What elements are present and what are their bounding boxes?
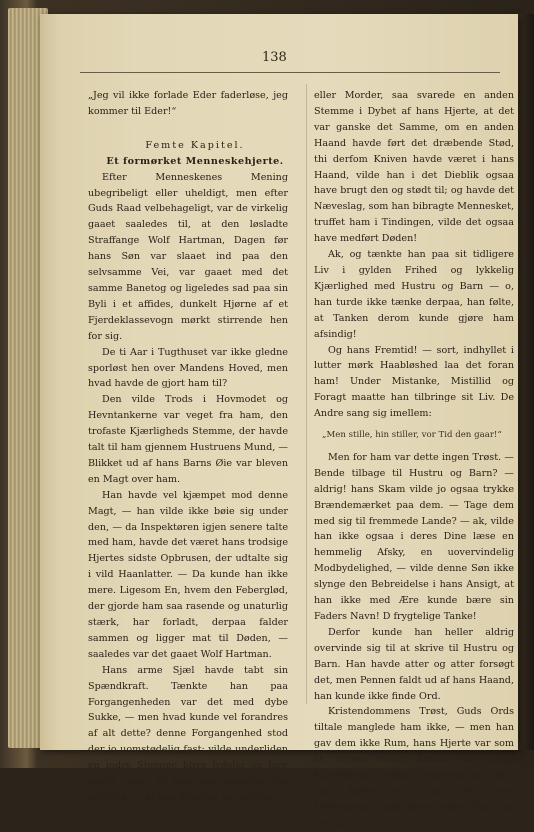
paragraph: Kristendommens Trøst, Guds Ords tiltale manglede ham ikke, — men han gav dem ikke Rum, hans Hjerte var som et Stykke vaadt Knusk, der evige Kjærligheds Funker antændte det ikke. Han hørte rolig paa Alt uden Modsigelse, men hans arme Sjæl laa endnu [314, 706, 514, 829]
column-divider [306, 84, 307, 704]
right-column [314, 88, 514, 832]
paragraph: Hans arme Sjæl havde tabt sin Spændkraft. Tænkte han paa Forgangenheden var det med dybe Sukke, — men hvad kunde vel forandres af alt dette? denne Forgangenhed stod der jo uomstødelig fast; vilde underliden en indre Stemme blive lydelig og fore sukke ham, at han dog egentlig var ustyldig, — at han hverken var en Tyv [88, 664, 288, 803]
paragraph: eller Morder, saa svarede en anden Stemme i Dybet af hans Hjerte, at det var ganske det Samme, om en anden Haand havde ført det dræbende Stød, thi derfom Kniven havde været i hans Haand, vilde han i det Dieblik ogsaa have brugt den og stødt til; og havde det Næveslag, som han bibragte Mennesket, truffet ham i Tindingen, vilde det ogsaa have medført Døden! [314, 90, 514, 245]
opening-quote: „Jeg vil ikke forlade Eder faderløse, jeg kommer til Eder!“ [88, 90, 288, 117]
paragraph: Derfor kunde han heller aldrig overvinde sig til at skrive til Hustru og Barn. Han havde atter og atter forsøgt det, men Pennen faldt ud af hans Haand, han kunde ikke finde Ord. [314, 626, 514, 702]
paragraph: Ak, og tænkte han paa sit tidligere Liv i gylden Frihed og lykkelig Kjærlighed med Hustru og Barn — o, han turde ikke tænke derpaa, han følte, at Tanken derom kunde gjøre ham afsindig! [314, 249, 514, 340]
quoted-verse: „Men stille, hin stiller, vor Tid den gaar!“ [322, 430, 502, 441]
book-binding [516, 14, 534, 750]
paragraph: Han havde vel kjæmpet mod denne Magt, — han vilde ikke bøie sig under den, — da Inspektøren igjen senere talte med ham, havde det været hans trodsige Hjertes sidste Opbrusen, der udtalte sig i vild Haanlatter. — Da kunde han ikke mere. Ligesom En, hvem den Feberglød, der gjorde ham saa rasende og unaturlig stærk, har forladt, derpaa falder sammen og ligger mat til Døden, — saaledes var det gaaet Wolf Hartman. [88, 489, 288, 660]
left-column [88, 88, 288, 806]
chapter-title: Et formørket Menneskehjerte. [106, 155, 284, 167]
paragraph: Den vilde Trods i Hovmodet og Hevntankerne var veget fra ham, den trofaste Kjærligheds Stemme, der havde talt til ham gjennem Hustruens Mund, — Blikket ud af hans Barns Øie var bleven en Magt over ham. [88, 394, 288, 485]
header-rule [80, 72, 500, 73]
page-number: 138 [262, 50, 287, 65]
paragraph: Men for ham var dette ingen Trøst. — Bende tilbage til Hustru og Barn? — aldrig! hans Skam vilde jo ogsaa trykke Brændemærket paa dem. — Tage dem med sig til fremmede Lande? — ak, vilde han ikke ogsaa i deres Dine læse en hemmelig Afsky, en uovervindelig Modbydelighed, — vilde denne Søn ikke slynge den Bebreidelse i hans Ansigt, at han ikke med Ære kunde bære sin Faders Navn! D frygtelige Tanke! [314, 451, 514, 622]
paragraph: De ti Aar i Tugthuset var ikke gledne sporløst hen over Mandens Hoved, men hvad havde de gjort ham til? [88, 346, 288, 390]
paragraph: Efter Menneskenes Mening ubegribeligt eller uheldigt, men efter Guds Raad velbehageligt, var de virkelig gaaet saaledes til, at den løsladte Straffange Wolf Hartman, Dagen før hans Søn var slaaet ind paa den selvsamme Vei, var gaaet med det samme Banetog og ligeledes sad paa sin Byli i et affides, dunkelt Hjørne af et Fjerdeklassevogn mørkt stirrende hen for sig. [88, 171, 288, 342]
paragraph: Og hans Fremtid! — sort, indhyllet i lutter mørk Haabløshed laa det foran ham! Under Mistanke, Mistillid og Foragt maatte han tilbringe sit Liv. De Andre sang sig imellem: [314, 344, 514, 420]
chapter-label: Femte Kapitel. [145, 139, 245, 151]
